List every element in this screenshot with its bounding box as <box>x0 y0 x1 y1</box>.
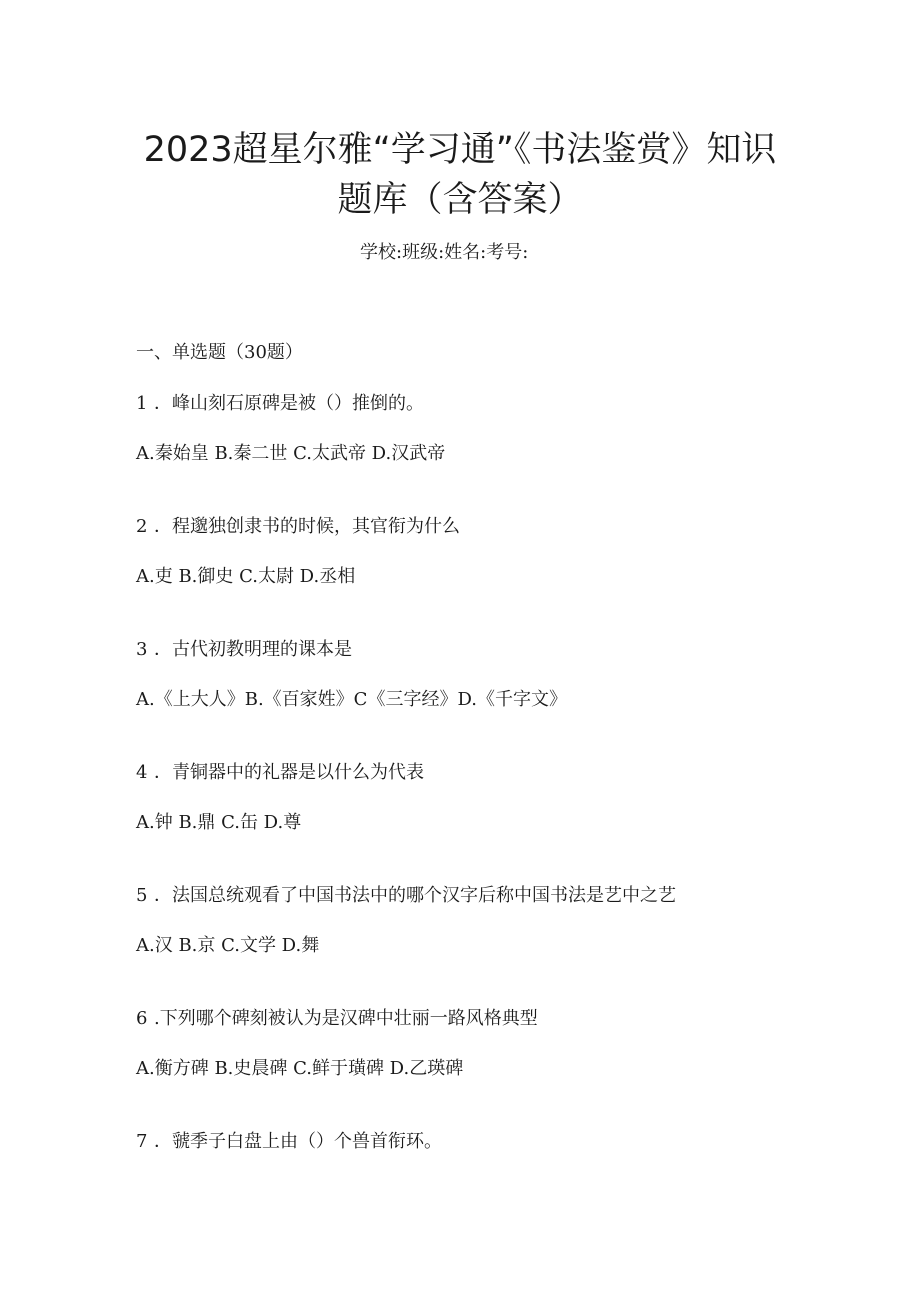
question-7 <box>136 1129 442 1155</box>
document-title-line-2: 题库（含答案） <box>337 180 583 220</box>
question-5-options: A.汉 B.京 C.文学 D.舞 <box>136 935 320 956</box>
question-4-options: A.钟 B.鼎 C.缶 D.尊 <box>136 812 302 833</box>
question-1-options: A.秦始皇 B.秦二世 C.太武帝 D.汉武帝 <box>136 443 446 464</box>
question-number: 1 <box>136 393 148 414</box>
question-number: 5 <box>136 885 148 906</box>
question-1 <box>136 391 424 417</box>
question-text: ．青铜器中的礼器是以什么为代表 <box>154 762 424 783</box>
question-3-options: A.《上大人》B.《百家姓》C《三字经》D.《千字文》 <box>136 689 567 710</box>
question-number: 6 <box>136 1008 148 1029</box>
question-6 <box>136 1006 538 1032</box>
question-2 <box>136 514 460 540</box>
question-number: 7 <box>136 1131 148 1152</box>
question-3 <box>136 637 352 663</box>
document-title-line-1: 2023超星尔雅“学习通”《书法鉴赏》知识 <box>143 130 777 170</box>
question-text: ．法国总统观看了中国书法中的哪个汉字后称中国书法是艺中之艺 <box>154 885 676 906</box>
question-number: 2 <box>136 516 148 537</box>
question-6-options: A.衡方碑 B.史晨碑 C.鲜于璜碑 D.乙瑛碑 <box>136 1058 464 1079</box>
question-5 <box>136 883 676 909</box>
question-4 <box>136 760 424 786</box>
question-text: ．虢季子白盘上由（）个兽首衔环。 <box>154 1131 442 1152</box>
question-number: 3 <box>136 639 148 660</box>
question-text: ．古代初教明理的课本是 <box>154 639 352 660</box>
question-number: 4 <box>136 762 148 783</box>
question-text: ．峰山刻石原碑是被（）推倒的。 <box>154 393 424 414</box>
question-text: .下列哪个碑刻被认为是汉碑中壮丽一路风格典型 <box>154 1008 538 1029</box>
student-info-line: 学校:班级:姓名:考号: <box>360 242 529 263</box>
question-2-options: A.吏 B.御史 C.太尉 D.丞相 <box>136 566 356 587</box>
section-heading: 一、单选题（30题） <box>136 342 303 363</box>
question-text: ．程邈独创隶书的时候，其官衔为什么 <box>154 516 460 537</box>
